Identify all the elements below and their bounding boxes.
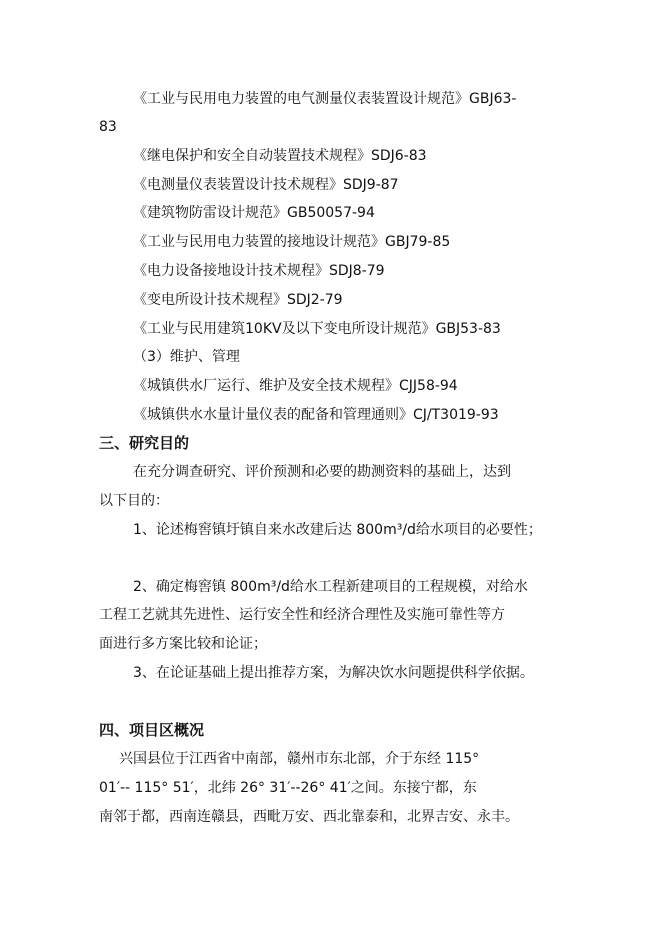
subsection-title: （3）维护、管理 [133,349,240,365]
section-heading-project-overview: 四、项目区概况 [99,721,205,739]
goal-item-2-continuation: 面进行多方案比较和论证； [99,636,267,652]
paragraph-line: 在充分调查研究、评价预测和必要的勘测资料的基础上，达到 [133,464,511,480]
standard-line: 《继电保护和安全自动装置技术规程》SDJ6-83 [133,148,427,164]
standard-line: 《工业与民用电力装置的电气测量仪表装置设计规范》GBJ63- [133,91,517,107]
standard-line: 《建筑物防雷设计规范》GB50057-94 [133,205,375,221]
goal-item-2: 2、确定梅窖镇 800m³/d给水工程新建项目的工程规模，对给水 [133,579,528,595]
goal-item-2-continuation: 工程工艺就其先进性、运行安全性和经济合理性及实施可靠性等方 [99,607,505,623]
paragraph-line: 兴国县位于江西省中南部，赣州市东北部，介于东经 115° [119,751,480,767]
paragraph-line: 以下目的： [99,493,169,509]
standard-line-continuation: 83 [99,119,117,135]
maintenance-standard-line: 《城镇供水厂运行、维护及安全技术规程》CJJ58-94 [133,378,458,394]
standard-line: 《工业与民用建筑10KV及以下变电所设计规范》GBJ53-83 [133,321,501,337]
goal-item-1: 1、论述梅窖镇圩镇自来水改建后达 800m³/d给水项目的必要性； [133,522,542,538]
section-heading-research-goals: 三、研究目的 [99,434,190,452]
standard-line: 《工业与民用电力装置的接地设计规范》GBJ79-85 [133,234,451,250]
standard-line: 《变电所设计技术规程》SDJ2-79 [133,292,343,308]
standard-line: 《电测量仪表装置设计技术规程》SDJ9-87 [133,177,399,193]
standard-line: 《电力设备接地设计技术规程》SDJ8-79 [133,263,385,279]
goal-item-3: 3、在论证基础上提出推荐方案，为解决饮水问题提供科学依据。 [133,665,534,681]
paragraph-line: 01′-- 115° 51′，北纬 26° 31′--26° 41′之间。东接宁都，东 [99,780,477,796]
paragraph-line: 南邻于都，西南连赣县，西毗万安、西北靠泰和，北界吉安、永丰。 [99,809,519,825]
maintenance-standard-line: 《城镇供水水量计量仪表的配备和管理通则》CJ/T3019-93 [133,407,499,423]
